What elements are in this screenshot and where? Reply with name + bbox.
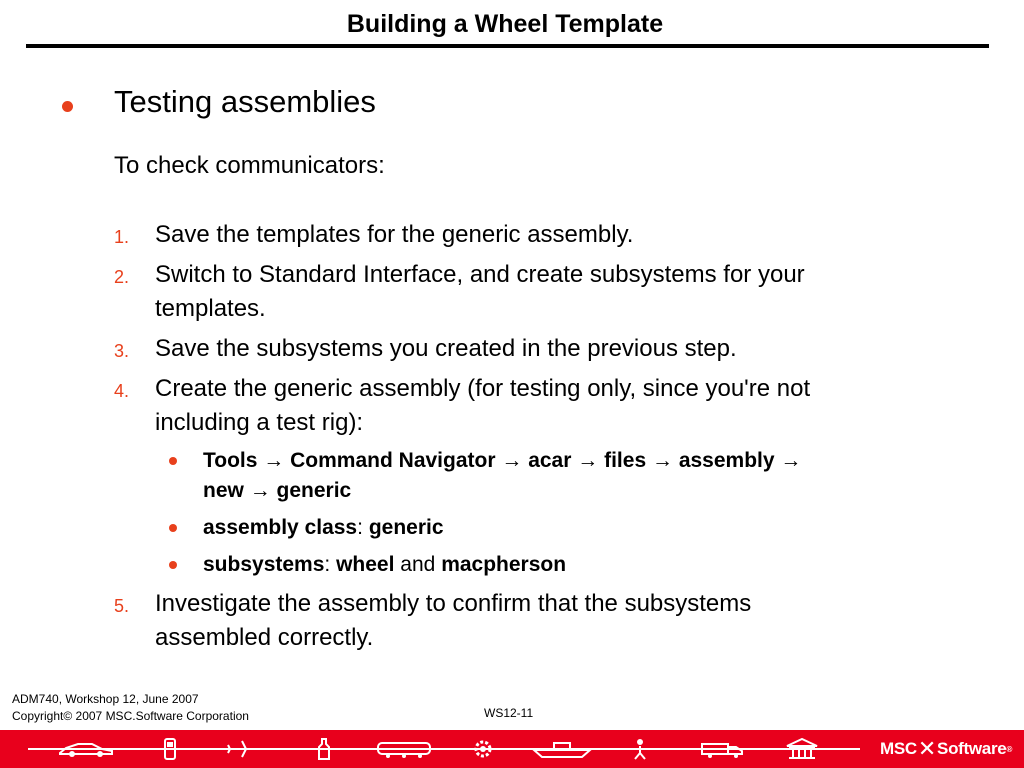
step-4: [114, 372, 944, 580]
step-5: [114, 587, 944, 655]
step-text: Switch to Standard Interface, and create subsystems for your: [155, 261, 805, 288]
footer-band: [0, 730, 1024, 768]
separator: :: [324, 553, 331, 576]
logo-msc: MSC: [880, 739, 917, 758]
truck-icon: [700, 738, 744, 760]
phone-icon: [160, 738, 180, 760]
step-text: Investigate the assembly to confirm that the subsystems: [155, 590, 752, 617]
slide-title: Building a Wheel Template: [346, 10, 664, 38]
menu-assembly: assembly: [678, 449, 775, 472]
subsystems-label: subsystems: [203, 553, 325, 576]
step-number: 4.: [114, 381, 130, 401]
sub-item-assembly-class: [155, 513, 944, 543]
logo-registered: ®: [1006, 744, 1013, 754]
assembly-class-label: assembly class: [203, 516, 358, 539]
main-bullet-icon: [62, 101, 73, 112]
menu-files: files: [604, 449, 647, 472]
logo-x-mark-icon: ✕: [917, 736, 937, 761]
assembly-class-value: generic: [368, 516, 444, 539]
footer-course: ADM740, Workshop 12, June 2007: [12, 692, 199, 706]
person-icon: [630, 738, 650, 760]
msc-software-logo: [880, 738, 1012, 760]
building-icon: [784, 738, 820, 760]
step-4-sublist: [155, 446, 944, 580]
step-text: Save the subsystems you created in the previous step.: [155, 335, 737, 362]
ship-icon: [532, 738, 592, 760]
train-icon: [376, 738, 432, 760]
footer-copyright: Copyright© 2007 MSC.Software Corporation: [12, 709, 249, 723]
step-2: [114, 258, 944, 326]
title-rule: [26, 44, 989, 48]
conjunction: and: [400, 553, 436, 576]
arrow-icon: →: [651, 449, 673, 472]
menu-command-navigator: Command Navigator: [290, 449, 496, 472]
step-text: including a test rig):: [155, 409, 364, 436]
menu-generic: generic: [276, 479, 352, 502]
separator: :: [357, 516, 363, 539]
steps-list: [114, 218, 944, 661]
sub-item-menu-path: [155, 446, 944, 506]
subsystem-macpherson: macpherson: [441, 553, 567, 576]
step-number: 1.: [114, 227, 130, 247]
gear-icon: [470, 738, 496, 760]
bottle-icon: [316, 738, 332, 760]
page-number: WS12-11: [484, 706, 534, 720]
sub-bullet-icon: [169, 524, 177, 532]
arrow-icon: →: [249, 479, 271, 502]
step-text: assembled correctly.: [155, 624, 374, 651]
sub-item-subsystems: [155, 550, 944, 580]
section-heading: Testing assemblies: [114, 84, 376, 119]
sub-bullet-icon: [169, 561, 177, 569]
step-3: [114, 332, 944, 366]
step-text: Save the templates for the generic assembly.: [155, 221, 634, 248]
sub-bullet-icon: [169, 457, 177, 465]
step-number: 2.: [114, 267, 130, 287]
step-number: 3.: [114, 341, 130, 361]
subsystem-wheel: wheel: [336, 553, 395, 576]
step-number: 5.: [114, 596, 130, 616]
arrow-icon: →: [501, 449, 523, 472]
footer-info: [12, 691, 249, 725]
menu-acar: acar: [528, 449, 572, 472]
menu-tools: Tools: [203, 449, 258, 472]
intro-text: To check communicators:: [114, 152, 385, 179]
logo-software: Software: [937, 739, 1007, 758]
airplane-icon: [222, 738, 262, 760]
step-1: [114, 218, 944, 252]
arrow-icon: →: [780, 449, 802, 472]
arrow-icon: →: [263, 449, 285, 472]
step-text: templates.: [155, 295, 266, 322]
arrow-icon: →: [577, 449, 599, 472]
step-text: Create the generic assembly (for testing only, since you're not: [155, 375, 811, 402]
menu-new: new: [203, 479, 244, 502]
car-icon: [56, 738, 116, 760]
